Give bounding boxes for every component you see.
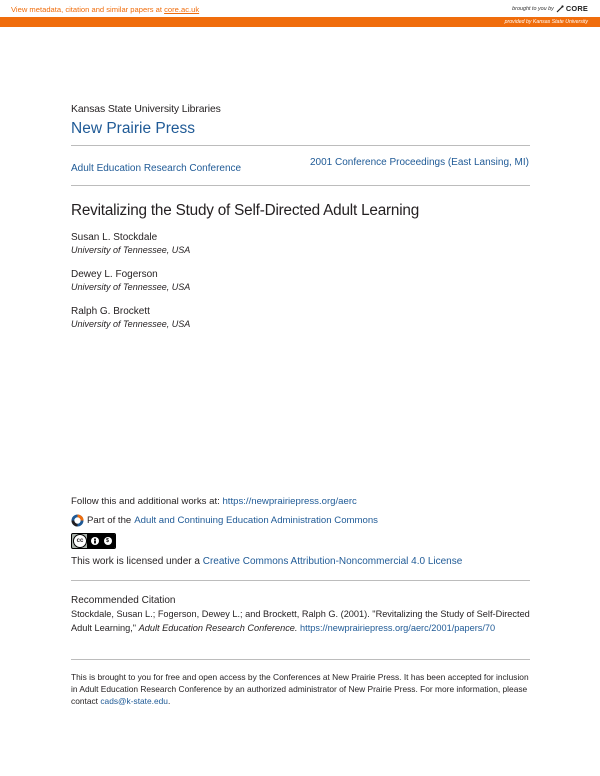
citation-heading: Recommended Citation — [71, 595, 176, 606]
core-provided-by: provided by Kansas State University — [504, 18, 588, 25]
series-link[interactable]: Adult Education Research Conference — [71, 163, 242, 174]
license-text: This work is licensed under a — [71, 556, 203, 567]
author-block — [71, 306, 190, 330]
citation-text: Stockdale, Susan L.; Fogerson, Dewey L.; and Brockett, Ralph G. (2001). "Revitalizing the Study of Self-Directed Adult Learning," — [71, 609, 530, 633]
divider-access — [71, 659, 530, 660]
divider-top — [71, 145, 530, 146]
license-link[interactable]: Creative Commons Attribution-Noncommercial 4.0 License — [202, 556, 463, 567]
core-brought-by[interactable] — [512, 4, 588, 13]
follow-text: Follow this and additional works at: — [71, 496, 223, 507]
author-affiliation: University of Tennessee, USA — [71, 282, 191, 292]
citation-link[interactable]: https://newprairiepress.org/aerc/2001/papers/70 — [300, 623, 496, 633]
author-block — [71, 269, 190, 293]
cc-nc-icon: $ — [104, 537, 112, 545]
core-ac-uk-link[interactable]: core.ac.uk — [164, 5, 200, 14]
cc-by-icon — [91, 537, 99, 545]
core-banner — [0, 0, 600, 28]
citation-body — [71, 607, 531, 635]
core-metadata-text: View metadata, citation and similar papers at — [11, 5, 165, 14]
contact-email-link[interactable]: cads@k-state.edu — [100, 696, 168, 706]
cc-circle-icon: cc — [73, 534, 87, 548]
license-line — [71, 556, 462, 567]
publisher-link[interactable]: New Prairie Press — [71, 120, 196, 137]
network-icon — [71, 514, 84, 527]
library-name: Kansas State University Libraries — [71, 104, 221, 115]
access-text: This is brought to you for free and open access by the Conferences at New Prairie Press. It has been accepted for inclusion in Adult Education Research Conference by an authorized administrator of New Prairie Press. For more information, please contact — [71, 672, 529, 706]
proceedings-link[interactable]: 2001 Conference Proceedings (East Lansing, MI) — [309, 157, 529, 168]
core-logo-icon — [556, 5, 564, 13]
part-of-text: Part of the — [87, 515, 132, 526]
core-orange-bar — [0, 17, 600, 27]
author-name: Ralph G. Brockett — [71, 306, 150, 317]
divider-citation — [71, 580, 530, 581]
access-note — [71, 671, 531, 707]
cc-attribution-icons — [87, 534, 115, 548]
core-logo: CORE — [565, 4, 588, 13]
author-affiliation: University of Tennessee, USA — [71, 319, 191, 329]
access-end: . — [167, 696, 171, 706]
core-brought-by-text: brought to you by — [512, 5, 554, 12]
paper-title: Revitalizing the Study of Self-Directed Adult Learning — [71, 202, 420, 219]
follow-link[interactable]: https://newprairiepress.org/aerc — [222, 496, 357, 507]
author-name: Dewey L. Fogerson — [71, 269, 158, 280]
commons-link[interactable]: Adult and Continuing Education Administration Commons — [134, 515, 378, 526]
author-block — [71, 232, 190, 256]
core-metadata-line — [11, 5, 199, 14]
citation-journal: Adult Education Research Conference. — [138, 623, 298, 633]
cc-license-badge-icon[interactable] — [71, 533, 116, 549]
part-of-line — [71, 514, 378, 527]
author-name: Susan L. Stockdale — [71, 232, 158, 243]
follow-line — [71, 496, 357, 507]
divider-header-bottom — [71, 185, 530, 186]
author-affiliation: University of Tennessee, USA — [71, 245, 191, 255]
